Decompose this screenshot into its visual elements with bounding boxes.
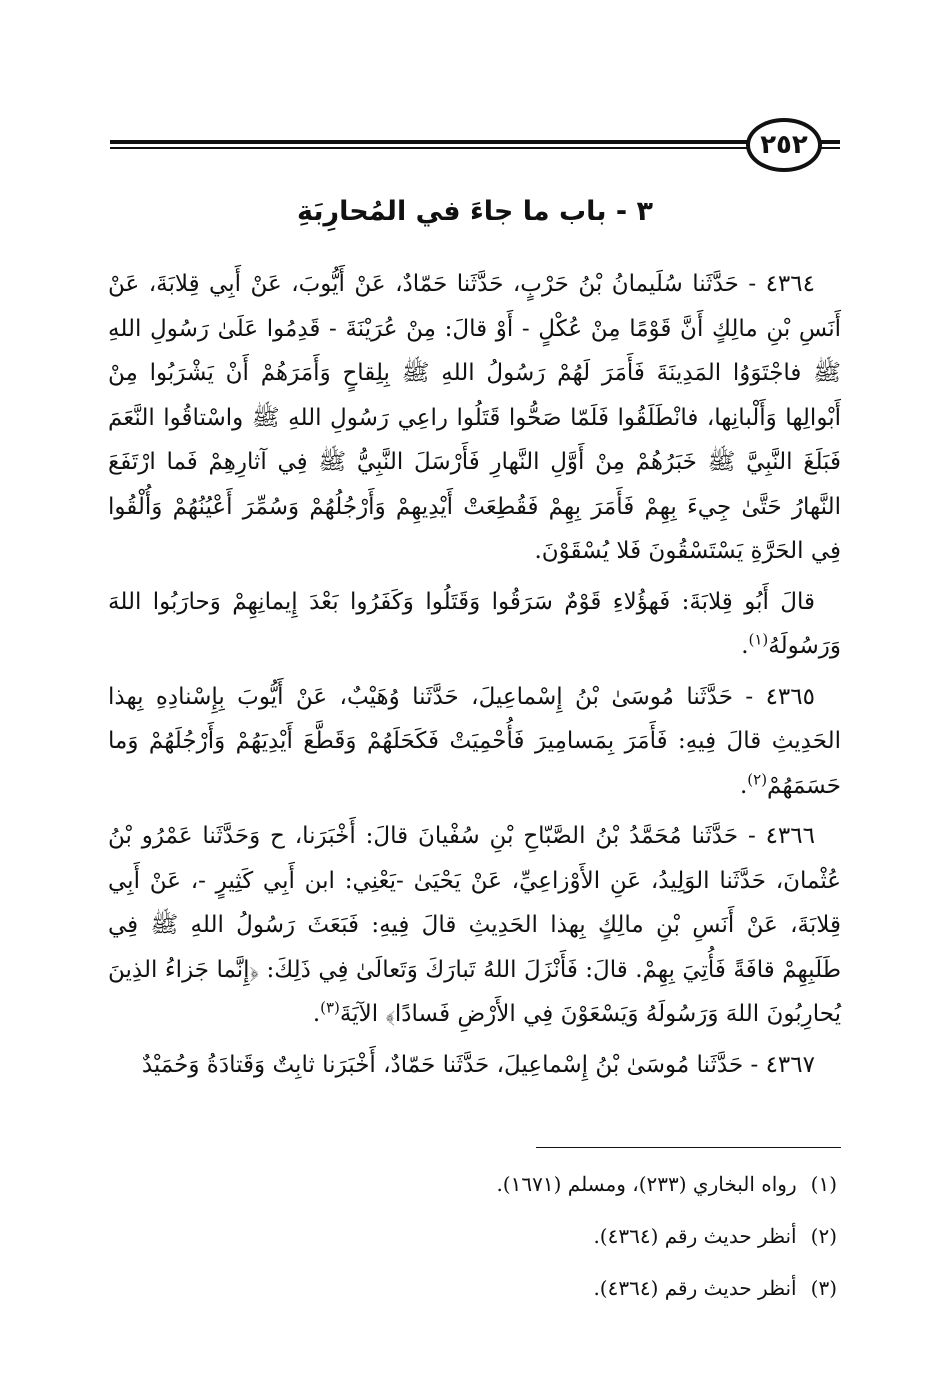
footnote-number: (٢) [810,1224,837,1248]
footnote-ref: (٢) [747,769,768,788]
hadith-paragraph: قالَ أَبُو قِلابَةَ: فَهؤُلاءِ قَوْمٌ سَرَقُوا وَقَتَلُوا وَكَفَرُوا بَعْدَ إِيمانِهِمْ وَحارَبُوا اللهَ وَرَسُولَهُ$^{(١)}$. [108,588,841,659]
footnote-item [108,1158,841,1210]
header-rule [110,140,755,149]
hadith-body [108,262,841,1093]
footnote-ref: (١) [748,630,769,649]
footnote-divider [536,1147,841,1148]
hadith-paragraph: ٤٣٦٦ - حَدَّثَنا مُحَمَّدُ بْنُ الصَّبّاحِ بْنِ سُفْيانَ قالَ: أَخْبَرَنا، ح وَحَدَّثَنا عَمْرُو بْنُ عُثْمانَ، حَدَّثَنا الوَلِيدُ، عَنِ الأَوْزاعِيِّ، عَنْ يَحْيَىٰ -يَعْنِي: ابن أَبِي كَثِيرٍ -، عَنْ أَبِي قِلابَةَ، عَنْ أَنَسِ بْنِ مالِكٍ بِهذا الحَدِيثِ قالَ فِيهِ: فَبَعَثَ رَسُولُ اللهِ ﷺ فِي طَلَبِهِمْ قافَةً فَأُتِيَ بِهِمْ. قالَ: فَأَنْزَلَ اللهُ تَبارَكَ وَتَعالَىٰ فِي ذَلِكَ: ﴿إِنَّما جَزاءُ الذِينَ يُحارِبُونَ اللهَ وَرَسُولَهُ وَيَسْعَوْنَ فِي الأَرْضِ فَسادًا﴾ الآيَةَ$^{(٣)}$. [108,823,841,1027]
hadith-text: ٤٣٦٧ - حَدَّثَنا مُوسَىٰ بْنُ إِسْماعِيلَ، حَدَّثَنا حَمّادٌ، أَخْبَرَنا ثابِتٌ وَقَتادَةُ وَحُمَيْدٌ [141,1051,815,1078]
footnote-number: (١) [810,1172,837,1196]
chapter-title: ٣ - باب ما جاءَ في المُحارِبَةِ [297,196,653,227]
page-number: ٢٥٢ [760,130,808,160]
footnotes [108,1158,841,1314]
footnote-ref: (٣) [320,998,340,1017]
page-header [110,118,840,188]
hadith-text: ٤٣٦٦ - حَدَّثَنا مُحَمَّدُ بْنُ الصَّبّاحِ بْنِ سُفْيانَ قالَ: أَخْبَرَنا، ح وَحَدَّثَنا عَمْرُو بْنُ عُثْمانَ، حَدَّثَنا الوَلِيدُ، عَنِ الأَوْزاعِيِّ، عَنْ يَحْيَىٰ -يَعْنِي: ابن أَبِي كَثِيرٍ -، عَنْ أَبِي قِلابَةَ، عَنْ أَنَسِ بْنِ مالِكٍ بِهذا الحَدِيثِ قالَ فِيهِ: فَبَعَثَ رَسُولُ اللهِ ﷺ فِي طَلَبِهِمْ قافَةً فَأُتِيَ بِهِمْ. قالَ: فَأَنْزَلَ اللهُ تَبارَكَ وَتَعالَىٰ فِي ذَلِكَ: ﴿إِنَّما جَزاءُ الذِينَ يُحارِبُونَ اللهَ وَرَسُولَهُ وَيَسْعَوْنَ فِي الأَرْضِ فَسادًا﴾ الآيَةَ [108,823,841,1027]
footnote-number: (٣) [810,1276,837,1300]
hadith-paragraph [108,262,841,574]
footnote-text: أنظر حديث رقم (٤٣٦٤). [593,1224,797,1248]
hadith-paragraph: ٤٣٦٥ - حَدَّثَنا مُوسَىٰ بْنُ إِسْماعِيلَ، حَدَّثَنا وُهَيْبٌ، عَنْ أَيُّوبَ بِإِسْنادِهِ بِهذا الحَدِيثِ قالَ فِيهِ: فَأَمَرَ بِمَسامِيرَ فَأُحْمِيَتْ فَكَحَلَهُمْ وَقَطَّعَ أَيْدِيَهُمْ وَأَرْجُلَهُمْ وَما حَسَمَهُمْ$^{(٢)}$. [108,683,841,799]
hadith-text: قالَ أَبُو قِلابَةَ: فَهؤُلاءِ قَوْمٌ سَرَقُوا وَقَتَلُوا وَكَفَرُوا بَعْدَ إِيمانِهِمْ وَحارَبُوا اللهَ وَرَسُولَهُ [108,588,841,659]
footnote-item [108,1262,841,1314]
hadith-paragraph [108,1043,841,1088]
footnote-item [108,1210,841,1262]
hadith-text: ٤٣٦٤ - حَدَّثَنا سُلَيمانُ بْنُ حَرْبٍ، حَدَّثَنا حَمّادٌ، عَنْ أَيُّوبَ، عَنْ أَبِي قِلابَةَ، عَنْ أَنَسِ بْنِ مالِكٍ أَنَّ قَوْمًا مِنْ عُكْلٍ - أَوْ قالَ: مِنْ عُرَيْنَةَ - قَدِمُوا عَلَىٰ رَسُولِ اللهِ ﷺ فاجْتَوَوُا المَدِينَةَ فَأَمَرَ لَهُمْ رَسُولُ اللهِ ﷺ بِلِقاحٍ وَأَمَرَهُمْ أَنْ يَشْرَبُوا مِنْ أَبْوالِها وَأَلْبانِها، فانْطَلَقُوا فَلَمّا صَحُّوا قَتَلُوا راعِي رَسُولِ اللهِ ﷺ واسْتاقُوا النَّعَمَ فَبَلَغَ النَّبِيَّ ﷺ خَبَرُهُمْ مِنْ أَوَّلِ النَّهارِ فَأَرْسَلَ النَّبِيُّ ﷺ فِي آثارِهِمْ فَما ارْتَفَعَ النَّهارُ حَتَّىٰ جِيءَ بِهِمْ فَأَمَرَ بِهِمْ فَقُطِعَتْ أَيْدِيهِمْ وَأَرْجُلُهُمْ وَسُمِّرَ أَعْيُنُهُمْ وَأُلْقُوا فِي الحَرَّةِ يَسْتَسْقُونَ فَلا يُسْقَوْنَ. [108,271,841,564]
hadith-text: ٤٣٦٥ - حَدَّثَنا مُوسَىٰ بْنُ إِسْماعِيلَ، حَدَّثَنا وُهَيْبٌ، عَنْ أَيُّوبَ بِإِسْنادِهِ بِهذا الحَدِيثِ قالَ فِيهِ: فَأَمَرَ بِمَسامِيرَ فَأُحْمِيَتْ فَكَحَلَهُمْ وَقَطَّعَ أَيْدِيَهُمْ وَأَرْجُلَهُمْ وَما حَسَمَهُمْ [108,683,841,799]
footnote-text: رواه البخاري (٢٣٣)، ومسلم (١٦٧١). [496,1172,797,1196]
page-number-badge [746,118,822,172]
footnote-text: أنظر حديث رقم (٤٣٦٤). [593,1276,797,1300]
